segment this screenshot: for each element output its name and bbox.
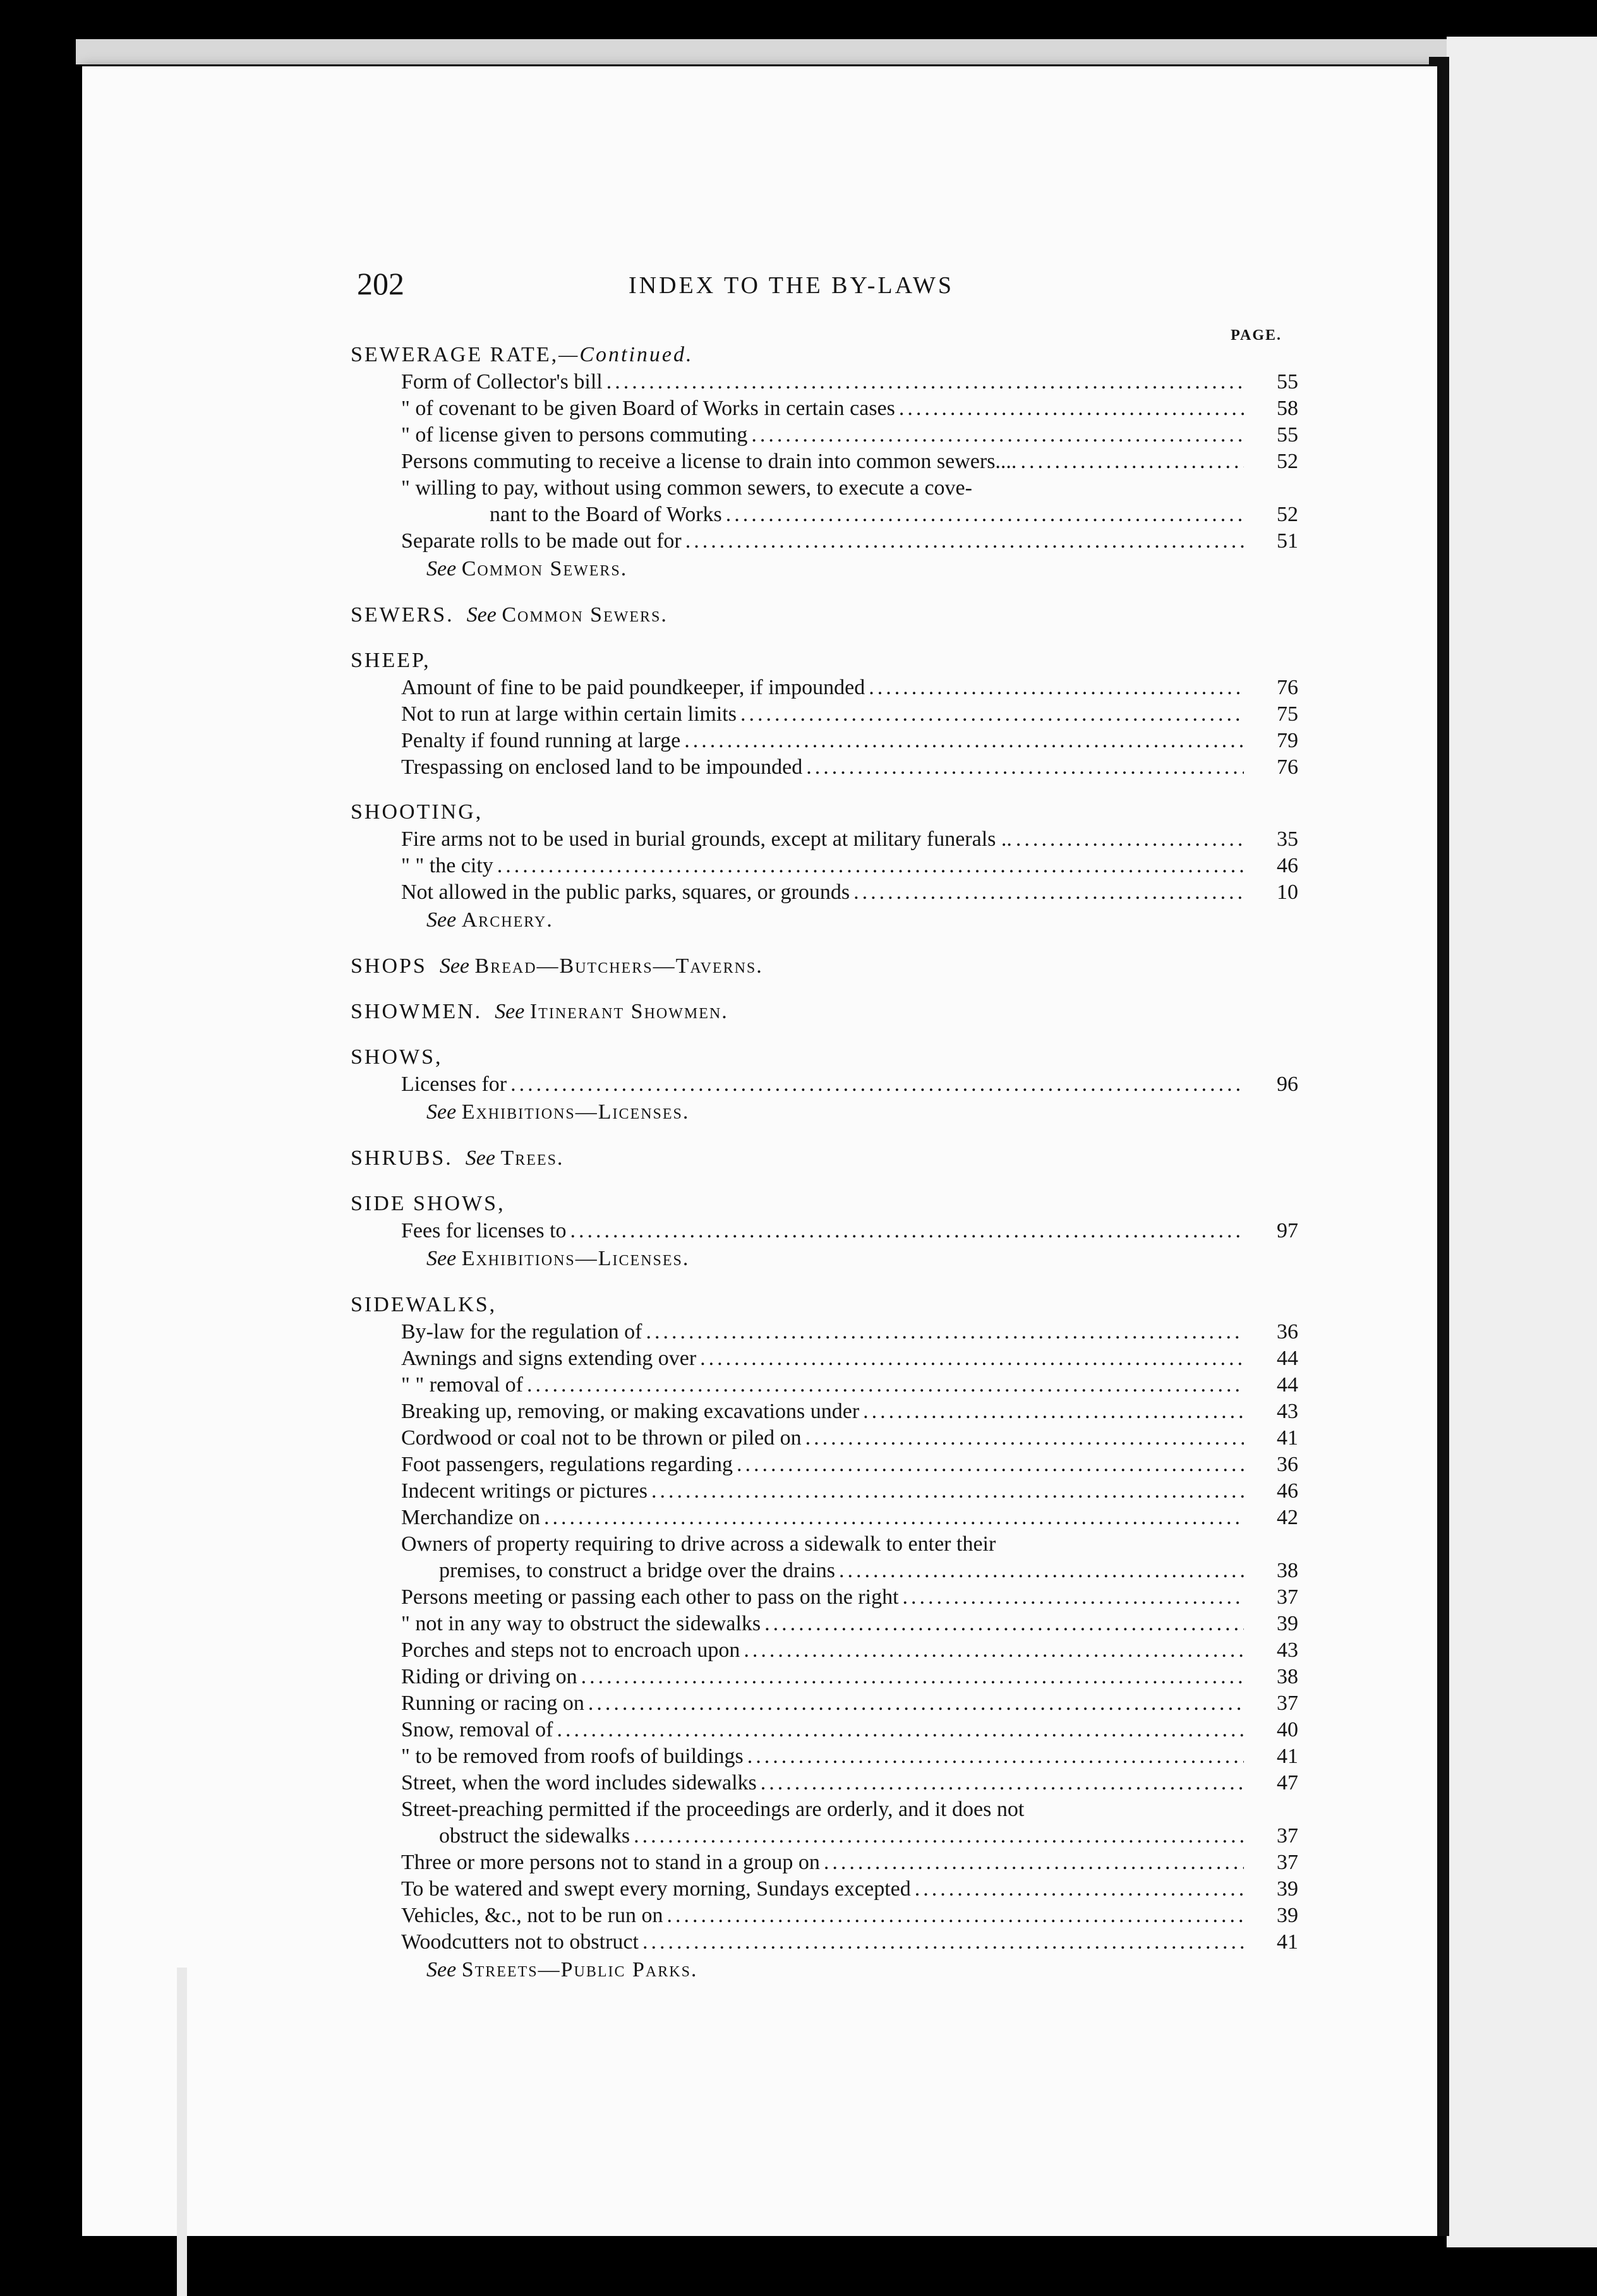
entry-sewers — [351, 601, 1298, 629]
row-page: 40 — [1277, 1718, 1298, 1741]
leader-dots — [544, 1505, 1244, 1531]
leader-dots — [581, 1664, 1244, 1690]
see-word: See — [426, 1958, 457, 1981]
page-edge-shadow — [177, 1968, 187, 2296]
row-page: 55 — [1277, 370, 1298, 394]
see-target: Common Sewers. — [461, 557, 628, 580]
row-text: Foot passengers, regulations regarding — [401, 1453, 733, 1476]
row-text: " " removal of — [401, 1373, 523, 1397]
see-target: Trees. — [500, 1146, 564, 1170]
page-number: 202 — [357, 266, 404, 301]
row-text: Running or racing on — [401, 1692, 584, 1715]
row-page: 76 — [1277, 676, 1298, 699]
row-text: " not in any way to obstruct the sidewalks — [401, 1612, 761, 1635]
index-row — [351, 1796, 1298, 1823]
index-row — [351, 1425, 1298, 1452]
row-page: 44 — [1277, 1347, 1298, 1370]
row-page: 42 — [1277, 1506, 1298, 1529]
row-page: 38 — [1277, 1665, 1298, 1688]
entry-side-shows — [351, 1190, 1298, 1273]
row-page: 37 — [1277, 1851, 1298, 1874]
heading-text: SHOPS — [351, 954, 427, 978]
heading-text: SEWERS. — [351, 603, 454, 627]
row-page: 38 — [1277, 1559, 1298, 1582]
entry-sidewalks — [351, 1291, 1298, 1985]
entry-heading: SIDE SHOWS, — [351, 1192, 505, 1215]
index-row — [351, 1452, 1298, 1478]
leader-dots — [915, 1876, 1244, 1902]
index-row — [351, 502, 1298, 528]
index-row — [351, 1372, 1298, 1398]
leader-dots — [737, 1452, 1244, 1478]
see-word: See — [426, 908, 457, 932]
see-word: See — [466, 603, 497, 627]
index-row — [351, 448, 1298, 475]
index-row — [351, 1876, 1298, 1902]
row-page: 36 — [1277, 1320, 1298, 1343]
row-page: 37 — [1277, 1824, 1298, 1848]
row-page: 79 — [1277, 729, 1298, 752]
row-text: Form of Collector's bill — [401, 370, 603, 394]
see-reference — [466, 1146, 564, 1170]
index-row — [351, 728, 1298, 754]
leader-dots — [588, 1690, 1244, 1717]
row-text: Three or more persons not to stand in a group on — [401, 1851, 820, 1874]
index-row — [351, 1743, 1298, 1770]
leader-dots — [700, 1345, 1244, 1372]
index-row — [351, 1584, 1298, 1611]
leader-dots — [903, 1584, 1244, 1611]
index-row — [351, 1717, 1298, 1743]
leader-dots — [764, 1611, 1244, 1637]
index-row — [351, 879, 1298, 906]
leader-dots — [740, 701, 1244, 728]
see-reference — [351, 555, 1298, 584]
index-row — [351, 754, 1298, 781]
index-row — [351, 1345, 1298, 1372]
row-page: 76 — [1277, 755, 1298, 779]
index-row — [351, 675, 1298, 701]
leader-dots — [863, 1398, 1244, 1425]
row-text: Awnings and signs extending over — [401, 1347, 697, 1370]
row-page: 52 — [1277, 450, 1298, 473]
leader-dots — [839, 1558, 1244, 1584]
entry-sheep — [351, 647, 1298, 781]
leader-dots — [646, 1319, 1244, 1345]
row-page: 41 — [1277, 1426, 1298, 1450]
see-reference — [351, 1244, 1298, 1273]
row-text: Breaking up, removing, or making excavations under — [401, 1400, 860, 1423]
leader-dots — [684, 728, 1244, 754]
page-column-label: PAGE. — [1231, 327, 1282, 344]
row-page: 46 — [1277, 1479, 1298, 1503]
row-page: 96 — [1277, 1073, 1298, 1096]
row-text: obstruct the sidewalks — [439, 1824, 630, 1848]
see-target: Common Sewers. — [502, 603, 668, 627]
entry-heading — [351, 953, 1298, 980]
leader-dots — [497, 853, 1244, 879]
leader-dots — [634, 1823, 1244, 1849]
see-word: See — [426, 557, 457, 580]
running-head: INDEX TO THE BY-LAWS — [629, 272, 954, 299]
row-text: Woodcutters not to obstruct — [401, 1930, 639, 1954]
row-text: Snow, removal of — [401, 1718, 553, 1741]
see-target: Archery. — [461, 908, 553, 932]
see-target: Streets—Public Parks. — [461, 1958, 698, 1981]
row-page: 75 — [1277, 702, 1298, 726]
row-text: " of license given to persons commuting — [401, 423, 748, 447]
row-text: Trespassing on enclosed land to be impounded — [401, 755, 803, 779]
row-text: Fees for licenses to — [401, 1219, 567, 1242]
index-row — [351, 528, 1298, 555]
see-reference — [495, 1000, 728, 1023]
leader-dots — [747, 1743, 1244, 1770]
row-text: By-law for the regulation of — [401, 1320, 642, 1343]
leader-dots — [606, 369, 1244, 395]
entry-heading — [351, 601, 1298, 629]
row-text: Merchandize on — [401, 1506, 540, 1529]
row-text: " of covenant to be given Board of Works in certain cases — [401, 397, 895, 420]
row-page: 36 — [1277, 1453, 1298, 1476]
see-word: See — [495, 1000, 525, 1023]
see-reference — [351, 1098, 1298, 1127]
leader-dots — [557, 1717, 1244, 1743]
leader-dots — [527, 1372, 1244, 1398]
index-row — [351, 826, 1298, 853]
page-header — [351, 265, 1298, 344]
see-reference — [351, 906, 1298, 935]
row-page: 35 — [1277, 827, 1298, 851]
leader-dots — [651, 1478, 1244, 1505]
entry-heading: SHEEP, — [351, 649, 431, 672]
leader-dots — [853, 879, 1244, 906]
index-row — [351, 1218, 1298, 1244]
see-word: See — [426, 1100, 457, 1124]
index-row — [351, 1071, 1298, 1098]
row-text: Street, when the word includes sidewalks — [401, 1771, 757, 1794]
index-row — [351, 1398, 1298, 1425]
index-row — [351, 1478, 1298, 1505]
row-text: Riding or driving on — [401, 1665, 577, 1688]
row-text: Not allowed in the public parks, squares, or grounds — [401, 881, 850, 904]
leader-dots — [751, 422, 1244, 448]
leader-dots — [642, 1929, 1244, 1956]
index-row — [351, 475, 1298, 502]
row-text: Street-preaching permitted if the proceedings are orderly, and it does not — [401, 1798, 1025, 1821]
index-row — [351, 1558, 1298, 1584]
row-text: Owners of property requiring to drive across a sidewalk to enter their — [401, 1532, 996, 1556]
leader-dots — [1016, 826, 1244, 853]
leader-dots — [570, 1218, 1244, 1244]
see-reference — [351, 1956, 1298, 1985]
index-row — [351, 422, 1298, 448]
row-page: 55 — [1277, 423, 1298, 447]
see-target: Exhibitions—Licenses. — [461, 1100, 690, 1124]
index-page-content — [351, 265, 1298, 1985]
row-text: Indecent writings or pictures — [401, 1479, 648, 1503]
row-text: Amount of fine to be paid poundkeeper, if impounded — [401, 676, 865, 699]
index-row — [351, 1690, 1298, 1717]
leader-dots — [824, 1849, 1244, 1876]
index-row — [351, 1929, 1298, 1956]
entry-shooting — [351, 798, 1298, 935]
index-row — [351, 395, 1298, 422]
row-text: Cordwood or coal not to be thrown or piled on — [401, 1426, 802, 1450]
leader-dots — [1020, 448, 1244, 475]
row-text: To be watered and swept every morning, Sundays excepted — [401, 1877, 911, 1901]
row-page: 58 — [1277, 397, 1298, 420]
row-page: 51 — [1277, 529, 1298, 553]
leader-dots — [761, 1770, 1244, 1796]
index-row — [351, 1505, 1298, 1531]
index-row — [351, 1823, 1298, 1849]
index-row — [351, 1611, 1298, 1637]
entry-heading — [351, 998, 1298, 1026]
row-text: Fire arms not to be used in burial grounds, except at military funerals .. — [401, 827, 1012, 851]
row-text: Persons meeting or passing each other to pass on the right — [401, 1585, 899, 1609]
index-row — [351, 369, 1298, 395]
leader-dots — [510, 1071, 1244, 1098]
row-page: 43 — [1277, 1638, 1298, 1662]
row-text: Persons commuting to receive a license to drain into common sewers.... — [401, 450, 1017, 473]
row-page: 39 — [1277, 1904, 1298, 1927]
index-row — [351, 1637, 1298, 1664]
leader-dots — [744, 1637, 1244, 1664]
row-text: Vehicles, &c., not to be run on — [401, 1904, 663, 1927]
see-reference — [467, 603, 668, 627]
see-word: See — [439, 954, 470, 978]
row-page: 39 — [1277, 1612, 1298, 1635]
leader-dots — [899, 395, 1244, 422]
row-page: 39 — [1277, 1877, 1298, 1901]
heading-text: SHOWMEN. — [351, 1000, 483, 1023]
row-page: 10 — [1277, 881, 1298, 904]
see-target: Bread—Butchers—Taverns. — [474, 954, 763, 978]
see-target: Exhibitions—Licenses. — [461, 1247, 690, 1270]
entry-shows — [351, 1043, 1298, 1127]
row-page: 37 — [1277, 1692, 1298, 1715]
heading-continued: —Continued. — [558, 343, 694, 366]
row-page: 37 — [1277, 1585, 1298, 1609]
row-text: " " the city — [401, 854, 493, 877]
row-text: Separate rolls to be made out for — [401, 529, 682, 553]
index-row — [351, 853, 1298, 879]
row-text: nant to the Board of Works — [490, 503, 722, 526]
heading-text: SEWERAGE RATE, — [351, 343, 559, 366]
leader-dots — [869, 675, 1244, 701]
row-text: " to be removed from roofs of buildings — [401, 1745, 744, 1768]
entry-shops — [351, 953, 1298, 980]
leader-dots — [806, 754, 1244, 781]
row-page: 47 — [1277, 1771, 1298, 1794]
row-page: 97 — [1277, 1219, 1298, 1242]
row-page: 41 — [1277, 1745, 1298, 1768]
entry-heading — [351, 1145, 1298, 1172]
entry-heading: SHOWS, — [351, 1045, 443, 1069]
row-page: 43 — [1277, 1400, 1298, 1423]
heading-text: SHRUBS. — [351, 1146, 453, 1170]
row-text: premises, to construct a bridge over the drains — [439, 1559, 835, 1582]
entry-heading: SHOOTING, — [351, 800, 483, 824]
entry-sewerage-rate — [351, 341, 1298, 584]
see-target: Itinerant Showmen. — [529, 1000, 728, 1023]
leader-dots — [667, 1902, 1244, 1929]
index-row — [351, 1902, 1298, 1929]
row-page: 41 — [1277, 1930, 1298, 1954]
row-text: Penalty if found running at large — [401, 729, 681, 752]
entry-heading — [351, 341, 1298, 369]
see-reference — [440, 954, 763, 978]
index-row — [351, 1770, 1298, 1796]
entry-heading: SIDEWALKS, — [351, 1293, 497, 1316]
index-row — [351, 1531, 1298, 1558]
entry-shrubs — [351, 1145, 1298, 1172]
index-row — [351, 1849, 1298, 1876]
page-top-edge — [76, 39, 1447, 64]
row-text: Not to run at large within certain limits — [401, 702, 737, 726]
leader-dots — [685, 528, 1244, 555]
see-word: See — [426, 1247, 457, 1270]
entry-showmen — [351, 998, 1298, 1026]
leader-dots — [805, 1425, 1244, 1452]
facing-page-edge — [1447, 37, 1597, 2247]
row-text: Porches and steps not to encroach upon — [401, 1638, 740, 1662]
see-word: See — [465, 1146, 495, 1170]
index-row — [351, 1664, 1298, 1690]
row-text: Licenses for — [401, 1073, 507, 1096]
row-page: 44 — [1277, 1373, 1298, 1397]
index-row — [351, 1319, 1298, 1345]
leader-dots — [726, 502, 1244, 528]
row-page: 46 — [1277, 854, 1298, 877]
row-page: 52 — [1277, 503, 1298, 526]
index-row — [351, 701, 1298, 728]
row-text: " willing to pay, without using common sewers, to execute a cove- — [401, 476, 972, 500]
